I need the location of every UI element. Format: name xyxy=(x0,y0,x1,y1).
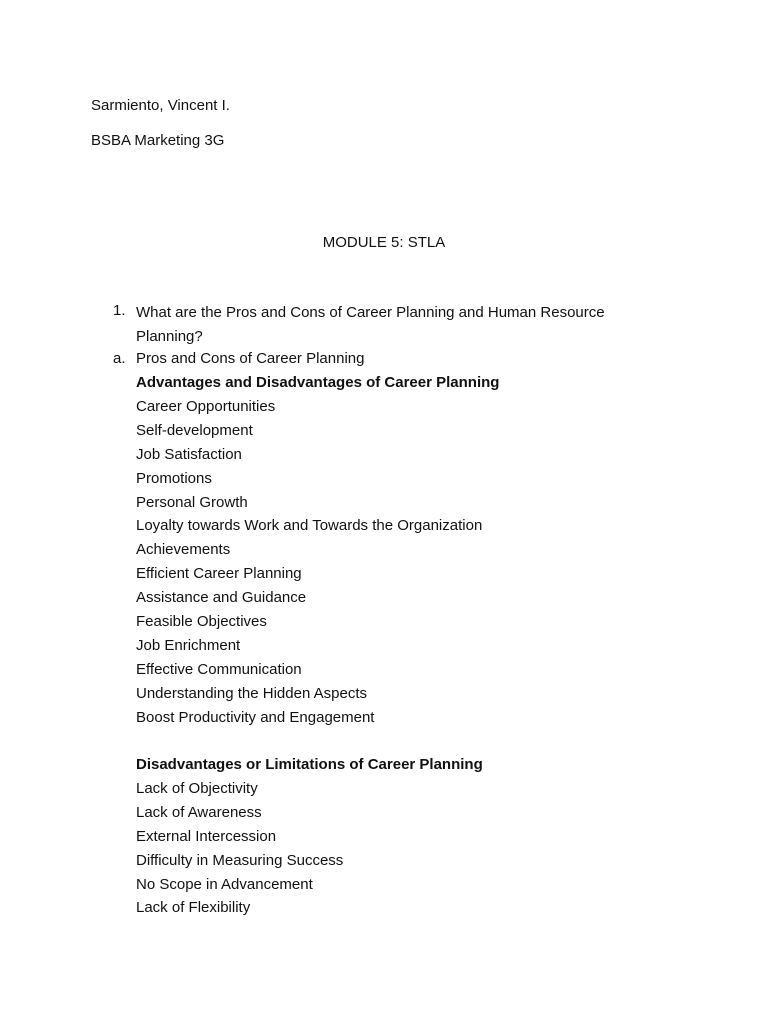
advantages-list xyxy=(136,397,482,731)
sub-item-text: Pros and Cons of Career Planning xyxy=(136,350,365,367)
list-item: Job Enrichment xyxy=(136,636,241,654)
document-title: MODULE 5: STLA xyxy=(322,234,446,251)
list-item: Assistance and Guidance xyxy=(136,589,307,607)
list-item: Self-development xyxy=(136,421,253,439)
list-item: Personal Growth xyxy=(136,493,248,511)
list-item: Promotions xyxy=(136,469,212,487)
list-item: Feasible Objectives xyxy=(136,613,267,631)
list-item: External Intercession xyxy=(136,827,277,845)
disadvantages-heading: Disadvantages or Limitations of Career Planning xyxy=(136,756,483,773)
list-item: Lack of Awareness xyxy=(136,803,262,821)
advantages-heading: Advantages and Disadvantages of Career Planning xyxy=(136,374,500,391)
student-name: Sarmiento, Vincent I. xyxy=(91,97,230,114)
list-item: Job Satisfaction xyxy=(136,445,242,463)
sub-item-letter: a. xyxy=(113,350,126,367)
list-item: Career Opportunities xyxy=(136,398,276,415)
list-item: Understanding the Hidden Aspects xyxy=(136,684,367,702)
list-item: Efficient Career Planning xyxy=(136,565,302,583)
list-item: Achievements xyxy=(136,541,231,559)
question-text: What are the Pros and Cons of Career Planning and Human Resource Planning? xyxy=(136,304,605,345)
student-course: BSBA Marketing 3G xyxy=(91,132,225,149)
list-item: Lack of Objectivity xyxy=(136,780,258,797)
list-item: Difficulty in Measuring Success xyxy=(136,851,344,869)
list-item: Loyalty towards Work and Towards the Organization xyxy=(136,517,483,535)
disadvantages-list xyxy=(136,779,343,922)
question-number: 1. xyxy=(113,302,126,319)
list-item: Effective Communication xyxy=(136,660,302,678)
list-item: Lack of Flexibility xyxy=(136,899,251,917)
list-item: Boost Productivity and Engagement xyxy=(136,708,375,726)
list-item: No Scope in Advancement xyxy=(136,875,313,893)
